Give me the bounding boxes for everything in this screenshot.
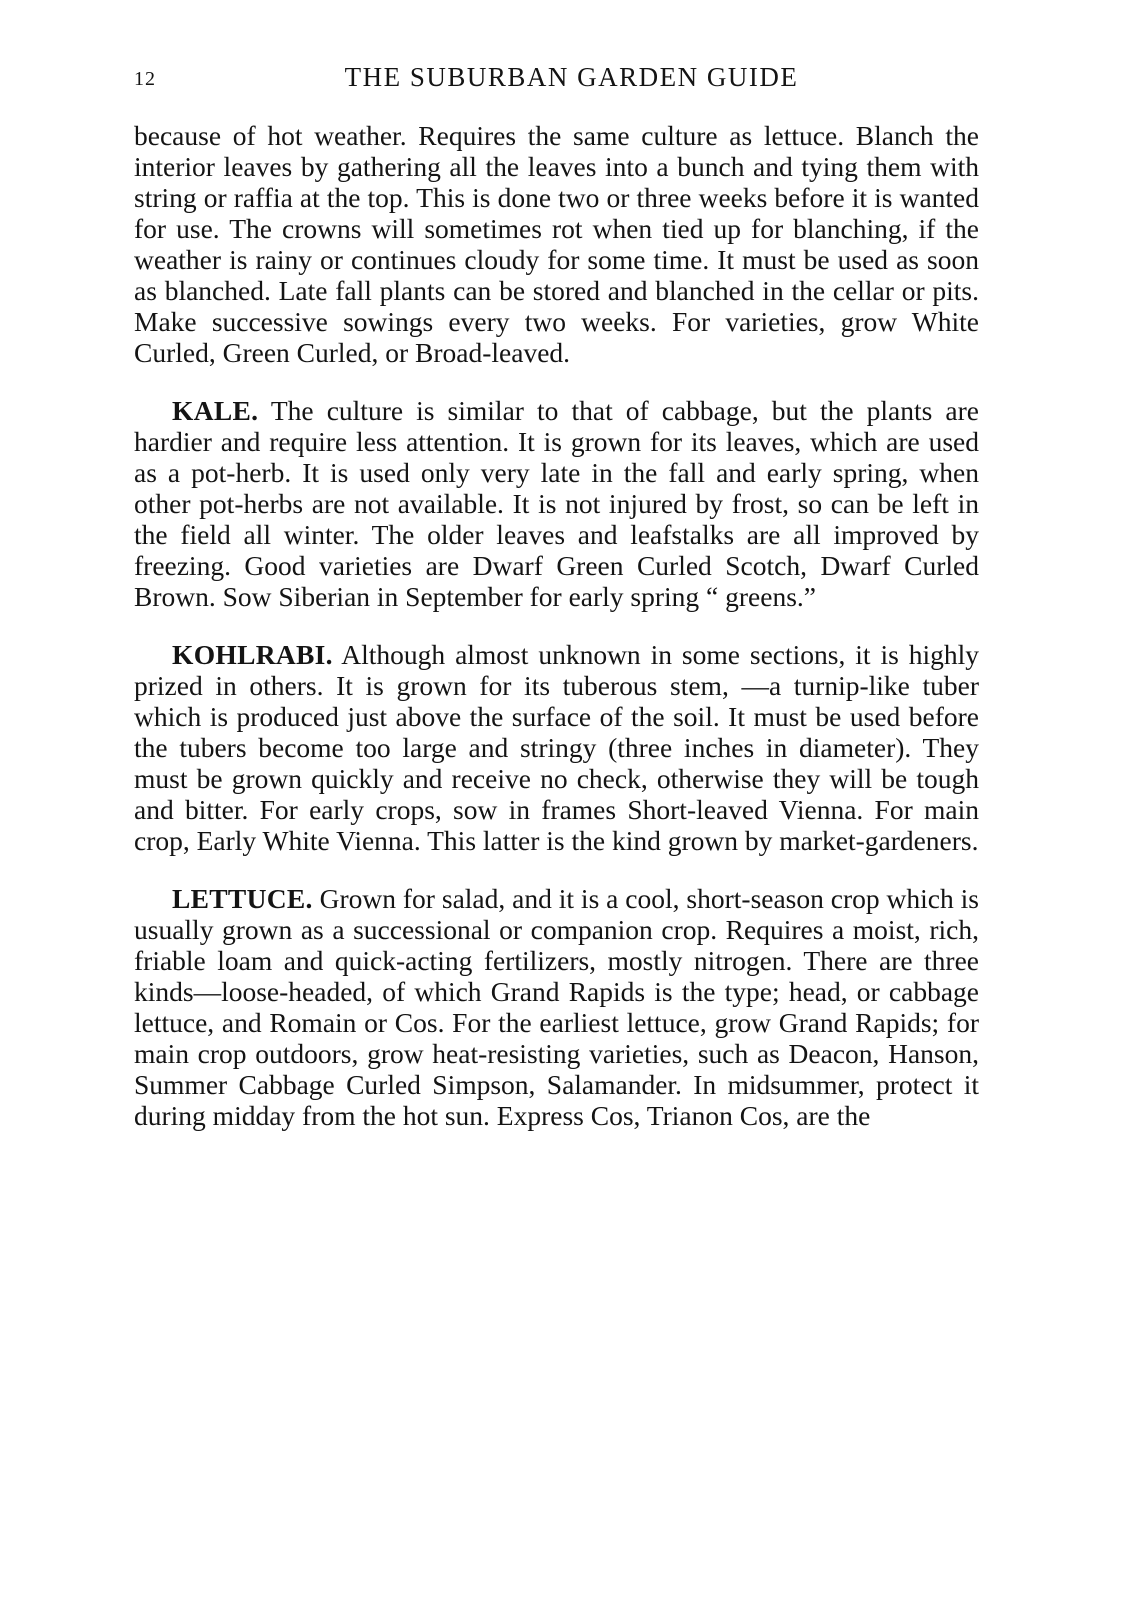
entry-text-kohlrabi: Although almost unknown in some sections, it is highly prized in others. It is grown for its tuberous stem, —a turnip-like tuber which is produced just above the surface of the soil. It must be used before the tubers become too large and stringy (three inches in diameter). They must be grown quickly and receive no check, otherwise they will be tough and bitter. For early crops, sow in frames Short-leaved Vienna. For main crop, Early White Vienna. This latter is the kind grown by market-gardeners. bbox=[134, 639, 979, 856]
running-title: THE SUBURBAN GARDEN GUIDE bbox=[344, 62, 799, 92]
entry-term-kohlrabi: KOHLRABI. bbox=[172, 639, 333, 670]
entry-kale bbox=[134, 395, 979, 612]
running-head bbox=[134, 62, 979, 96]
page-number: 12 bbox=[134, 68, 156, 90]
entry-term-kale: KALE. bbox=[172, 395, 259, 426]
page-body bbox=[134, 120, 979, 1158]
entry-kohlrabi bbox=[134, 639, 979, 856]
entry-text-kale: The culture is similar to that of cabbage, but the plants are hardier and require less attention. It is grown for its leaves, which are used as a pot-herb. It is used only very late in the fall and early spring, when other pot-herbs are not available. It is not injured by frost, so can be left in the field all winter. The older leaves and leafstalks are all improved by freezing. Good varieties are Dwarf Green Curled Scotch, Dwarf Curled Brown. Sow Siberian in September for early spring “ greens.” bbox=[134, 395, 979, 612]
paragraph-continuation bbox=[134, 120, 979, 368]
entry-lettuce bbox=[134, 883, 979, 1131]
entry-text-lettuce: Grown for salad, and it is a cool, short-season crop which is usually grown as a successional or companion crop. Requires a moist, rich, friable loam and quick-acting fertilizers, mostly nitrogen. There are three kinds—loose-headed, of which Grand Rapids is the type; head, or cabbage lettuce, and Romain or Cos. For the earliest lettuce, grow Grand Rapids; for main crop outdoors, grow heat-resisting varieties, such as Deacon, Hanson, Summer Cabbage Curled Simpson, Salamander. In midsummer, protect it during midday from the hot sun. Express Cos, Trianon Cos, are the bbox=[134, 883, 979, 1131]
entry-term-lettuce: LETTUCE. bbox=[172, 883, 313, 914]
paragraph-text: because of hot weather. Requires the same culture as lettuce. Blanch the interior leaves by gathering all the leaves into a bunch and tying them with string or raffia at the top. This is done two or three weeks before it is wanted for use. The crowns will sometimes rot when tied up for blanching, if the weather is rainy or continues cloudy for some time. It must be used as soon as blanched. Late fall plants can be stored and blanched in the cellar or pits. Make successive sowings every two weeks. For varieties, grow White Curled, Green Curled, or Broad-leaved. bbox=[134, 120, 979, 368]
